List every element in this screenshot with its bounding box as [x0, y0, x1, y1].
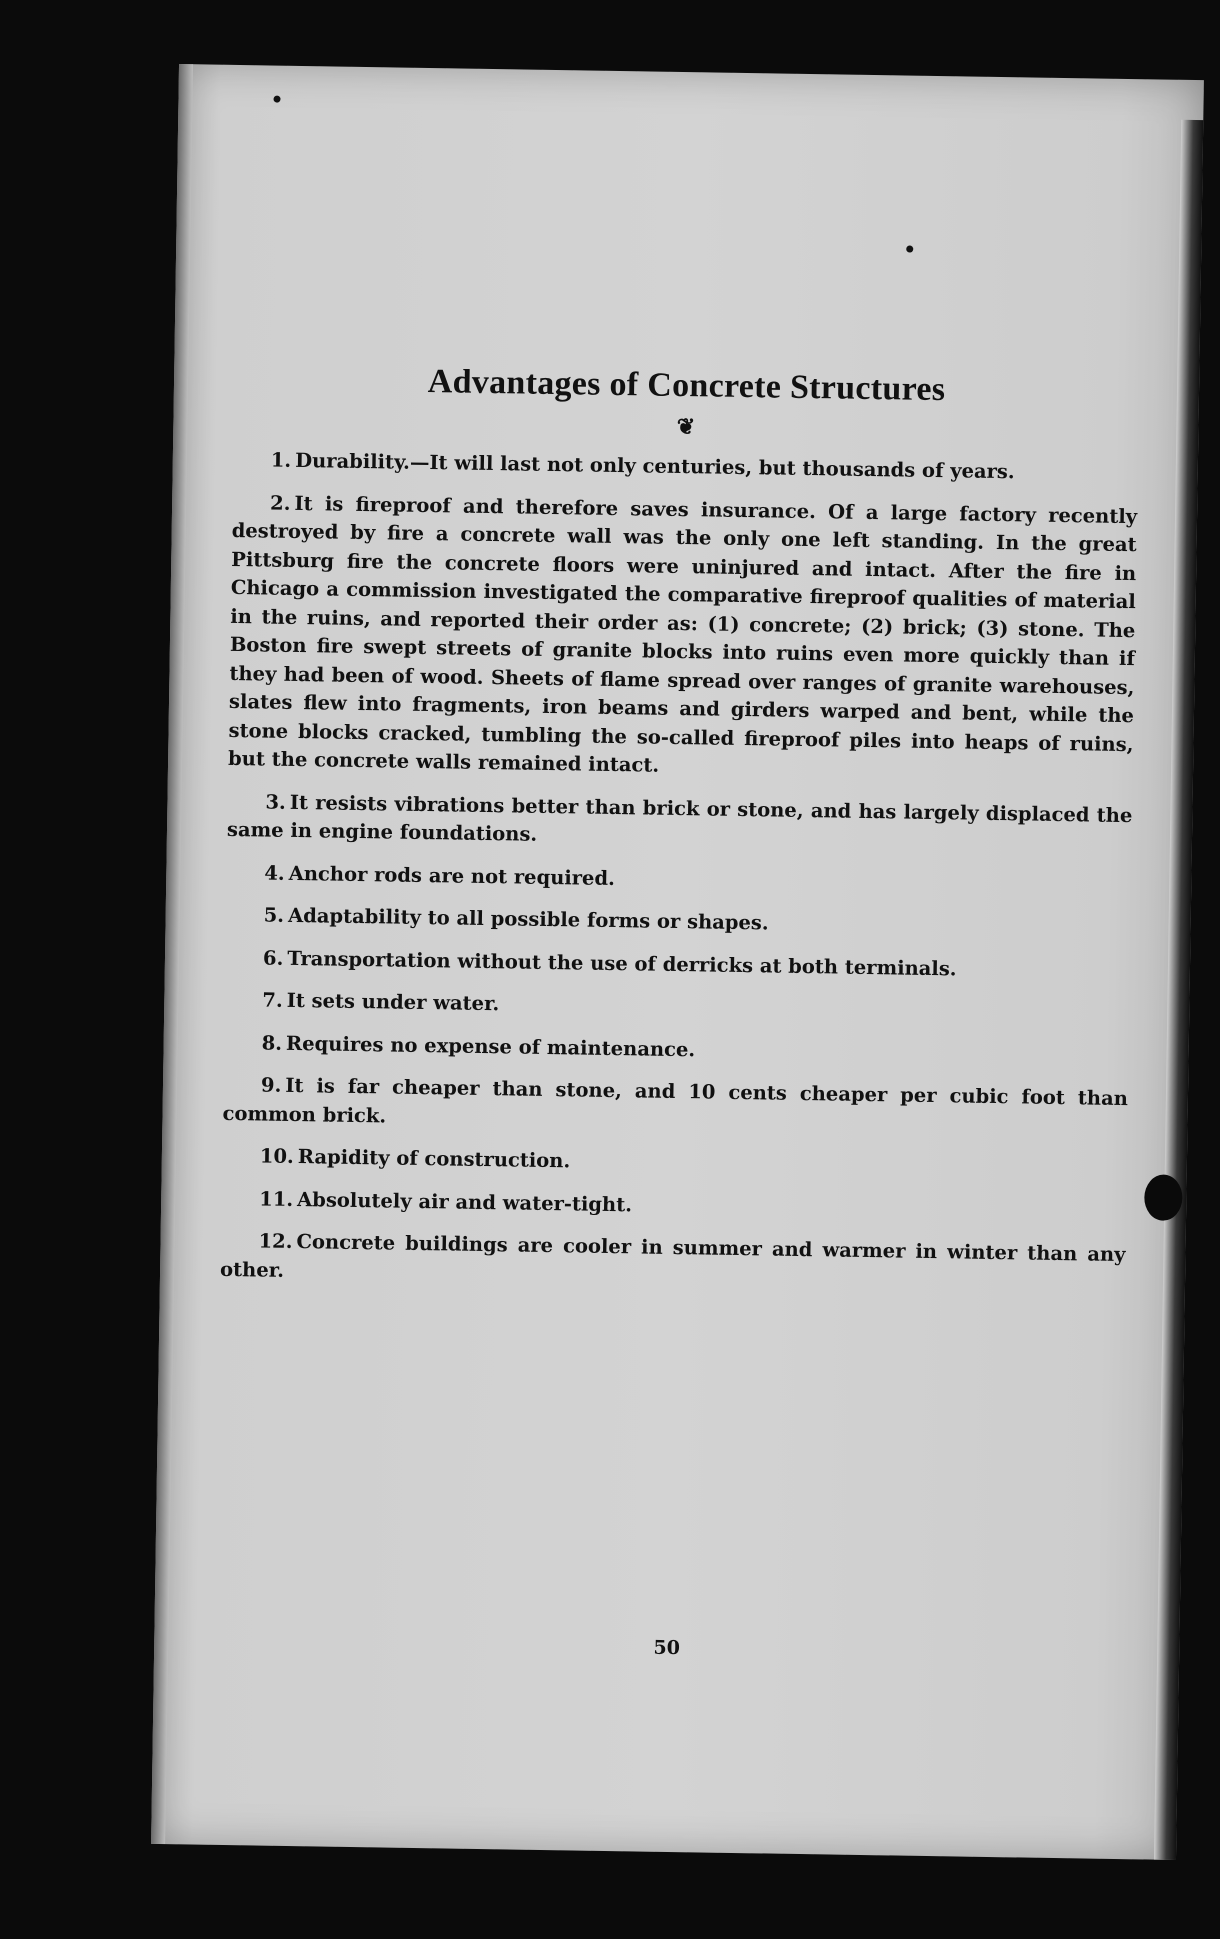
item-number: 2.: [269, 491, 291, 515]
list-item: [220, 1227, 1126, 1298]
item-text: It is fireproof and therefore saves insurance. Of a large factory recently destroyed by fire a concrete wall was the only one left standing. In the great Pittsburg fire the concrete floors were uninjured and intact. After the fire in Chicago a commission investigated the comparative fireproof qualities of material in the ruins, and reported their order as: (1) concrete; (2) brick; (3) stone. The Boston fire swept streets of granite blocks into ruins even more quickly than if they had been of wood. Sheets of flame spread over ranges of granite warehouses, slates flew into fragments, iron beams and girders warped and bent, while the stone blocks cracked, tumbling the so-called fireproof piles into heaps of ruins, but the concrete walls remained intact.: [227, 491, 1138, 777]
book-binding-edge: [1154, 120, 1203, 1860]
list-item: [223, 1028, 1128, 1071]
scanned-page: [151, 64, 1204, 1860]
item-text: It resists vibrations better than brick or stone, and has largely displaced the same in engine foundations.: [226, 790, 1133, 846]
page-number: 50: [653, 1636, 681, 1660]
item-text: Rapidity of construction.: [297, 1145, 571, 1173]
item-text: Requires no expense of maintenance.: [285, 1031, 696, 1061]
dust-speck: [273, 96, 280, 103]
ornament-fleuron: ❦: [676, 413, 696, 440]
item-number: 4.: [264, 861, 285, 885]
item-text: Transportation without the use of derricks at both terminals.: [287, 946, 957, 980]
item-text: Durability.—It will last not only centuries, but thousands of years.: [295, 448, 1015, 484]
item-number: 11.: [259, 1186, 294, 1211]
dust-speck: [906, 246, 913, 253]
item-number: 1.: [270, 448, 292, 472]
item-text: Adaptability to all possible forms or shapes.: [287, 903, 769, 935]
item-number: 10.: [259, 1144, 295, 1168]
page-content: [220, 365, 1140, 1312]
item-number: 8.: [261, 1030, 283, 1055]
item-text: It is far cheaper than stone, and 10 cents cheaper per cubic foot than common brick.: [222, 1073, 1129, 1127]
list-item: [221, 1184, 1126, 1227]
item-text: Anchor rods are not required.: [288, 861, 616, 890]
item-number: 12.: [258, 1229, 293, 1253]
list-item: [233, 446, 1138, 489]
item-text: Concrete buildings are cooler in summer and warmer in winter than any other.: [219, 1230, 1126, 1282]
item-text: Absolutely air and water-tight.: [296, 1187, 633, 1216]
page-title: Advantages of Concrete Structures: [427, 363, 946, 409]
item-number: 6.: [262, 945, 284, 970]
list-item: [222, 1142, 1127, 1185]
list-item: [225, 943, 1130, 986]
item-number: 7.: [262, 988, 283, 1012]
item-text: It sets under water.: [286, 988, 500, 1016]
advantages-list: [220, 446, 1138, 1298]
list-item: [228, 488, 1137, 787]
item-number: 5.: [263, 903, 285, 927]
list-item: [227, 787, 1133, 858]
list-item: [224, 986, 1129, 1029]
item-number: 3.: [265, 790, 287, 814]
page-left-edge: [151, 64, 193, 1844]
list-item: [226, 858, 1131, 901]
list-item: [222, 1071, 1128, 1142]
list-item: [225, 901, 1130, 944]
item-number: 9.: [260, 1073, 282, 1097]
